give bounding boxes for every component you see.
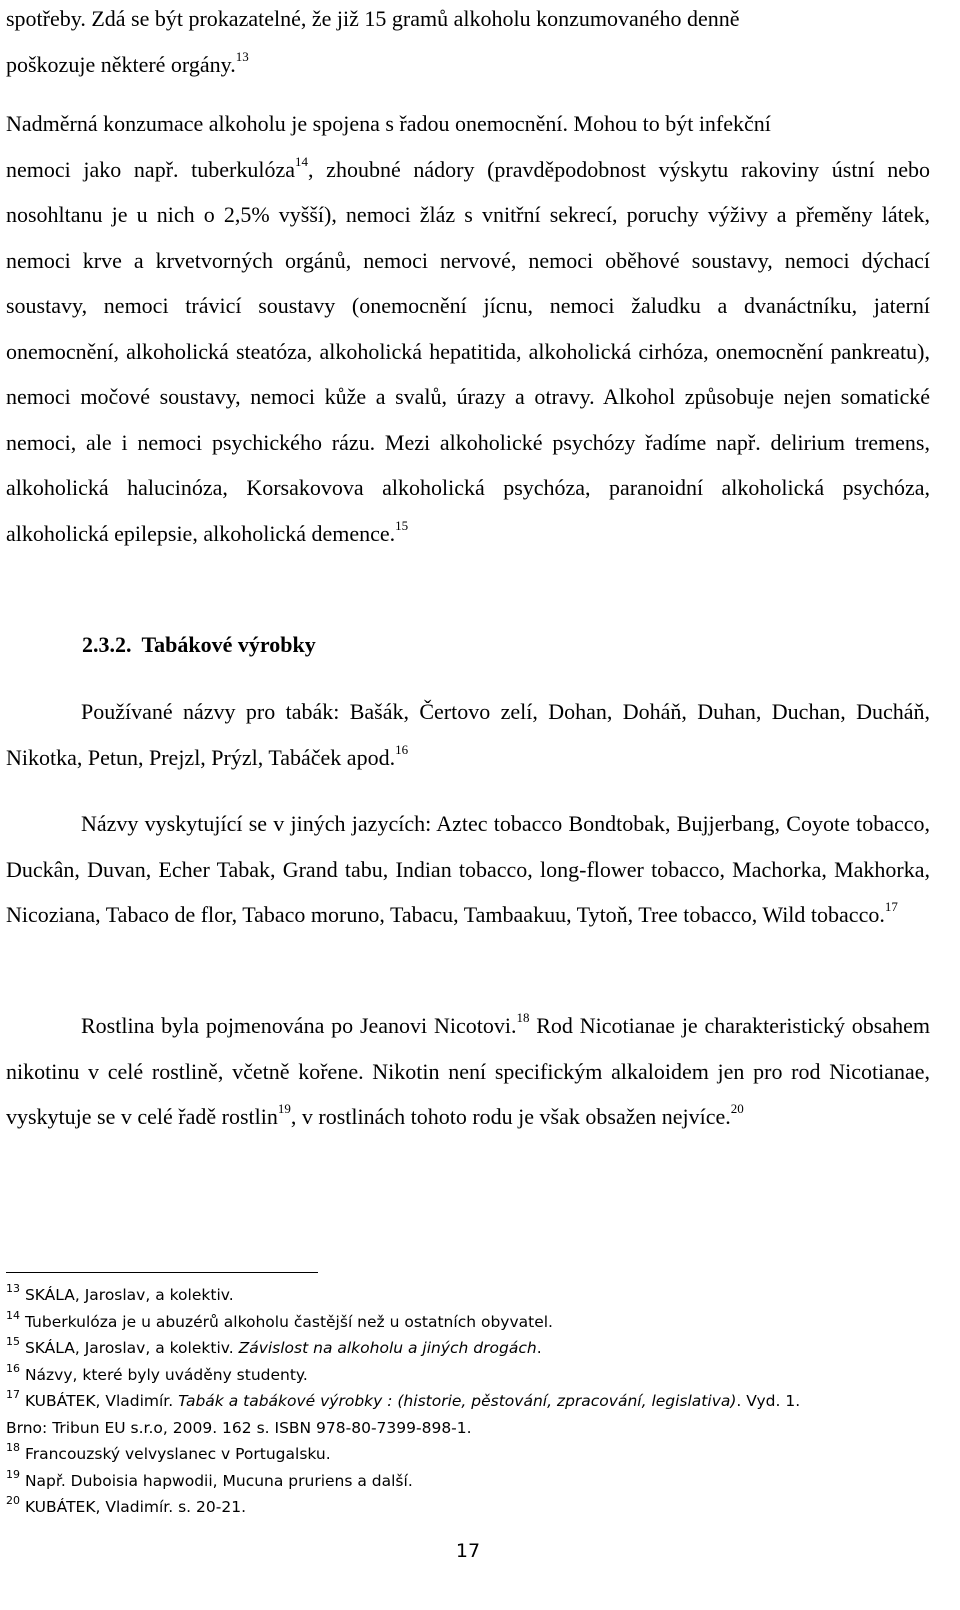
footnote-ref: 14 [295, 153, 309, 169]
footnote-ref: 18 [516, 1010, 530, 1025]
footnote-ref: 20 [730, 1101, 744, 1116]
footnote-19: $^{19}$ Např. Duboisia hapwodii, Mucuna pruriens a další. [6, 1467, 413, 1490]
paragraph-alcohol-diseases [6, 101, 930, 556]
footnote-15: $^{15}$ SKÁLA, Jaroslav, a kolektiv. Závislost na alkoholu a jiných drogách. [6, 1335, 542, 1357]
footnote-ref: 16 [395, 741, 409, 757]
footnote-ref: 13 [235, 48, 249, 64]
text-line: poškozuje některé orgány.$^{13}$ [6, 48, 249, 77]
text-block: nemoci jako např. tuberkulóza$^{14}$, zhoubné nádory (pravděpodobnost výskytu rakoviny ústní nebo nosohltanu je u nich o 2,5% vyšší), nemoci žláz s vnitřní sekrecí, poruchy výživy a přeměny látek, nemoci krve a krvetvorných orgánů, nemoci nervové, nemoci oběhové soustavy, nemoci dýchací soustavy, nemoci trávicí soustavy (onemocnění jícnu, nemoci žaludku a dvanáctníku, jaterní onemocnění, alkoholická steatóza, alkoholická hepatitida, alkoholická cirhóza, onemocnění pankreatu), nemoci močové soustavy, nemoci kůže a svalů, úrazy a otravy. Alkohol způsobuje nejen somatické nemoci, ale i nemoci psychického rázu. Mezi alkoholické psychózy řadíme např. delirium tremens, alkoholická halucinóza, Korsakovova alkoholická psychóza, paranoidní alkoholická psychóza, alkoholická epilepsie, alkoholická demence.$^{15}$ [6, 153, 930, 546]
section-heading [82, 625, 326, 665]
footnote-20: $^{20}$ KUBÁTEK, Vladimír. s. 20-21. [6, 1494, 247, 1516]
section-title: Tabákové výrobky [141, 632, 316, 657]
footnote-ref: 19 [277, 1101, 291, 1116]
footnote-ref: 15 [395, 517, 409, 533]
text-line: spotřeby. Zdá se být prokazatelné, že již 15 gramů alkoholu konzumovaného denně [6, 6, 740, 31]
page-number: 17 [455, 1540, 481, 1562]
paragraph-tobacco-names: Používané názvy pro tabák: Bašák, Čertovo zelí, Dohan, Doháň, Duhan, Duchan, Ducháň, Nikotka, Petun, Prejzl, Prýzl, Tabáček apod.$^{16}$ [6, 699, 930, 770]
paragraph-nicotiana: Rostlina byla pojmenována po Jeanovi Nicotovi.$^{18}$ Rod Nicotianae je charakteristický obsahem nikotinu v celé rostlině, včetně kořene. Nikotin není specifickým alkaloidem jen pro rod Nicotianae, vyskytuje se v celé řadě rostlin$^{19}$, v rostlinách tohoto rodu je však obsažen nejvíce.$^{20}$ [6, 1010, 930, 1129]
footnote-16: $^{16}$ Názvy, které byly uváděny studenty. [6, 1361, 308, 1384]
footnote-17: $^{17}$ KUBÁTEK, Vladimír. Tabák a tabákové výrobky : (historie, pěstování, zpracování, legislativa). Vyd. 1. Brno: Tribun EU s.r.o, 2009. 162 s. ISBN 978-80-7399-898-1. [6, 1388, 801, 1437]
footnote-18: $^{18}$ Francouzský velvyslanec v Portugalsku. [6, 1441, 331, 1463]
section-number: 2.3.2. [82, 632, 132, 657]
footnote-ref: 17 [884, 899, 898, 914]
footnotes [6, 1282, 936, 1521]
paragraph-alcohol-dose [6, 0, 930, 87]
footnote-14: $^{14}$ Tuberkulóza je u abuzérů alkoholu častější než u ostatních obyvatel. [6, 1308, 553, 1331]
paragraph-foreign-names: Názvy vyskytující se v jiných jazycích: Aztec tobacco Bondtobak, Bujjerbang, Coyote tobacco, Duckân, Duvan, Echer Tabak, Grand tabu, Indian tobacco, long-flower tobacco, Machorka, Makhorka, Nicoziana, Tabaco de flor, Tabaco moruno, Tabacu, Tambaakuu, Tytoň, Tree tobacco, Wild tobacco.$^{17}$ [6, 811, 930, 927]
text-line: Nadměrná konzumace alkoholu je spojena s řadou onemocnění. Mohou to být infekční [6, 111, 771, 136]
footnote-13: $^{13}$ SKÁLA, Jaroslav, a kolektiv. [6, 1282, 234, 1304]
footnote-separator [6, 1272, 318, 1273]
